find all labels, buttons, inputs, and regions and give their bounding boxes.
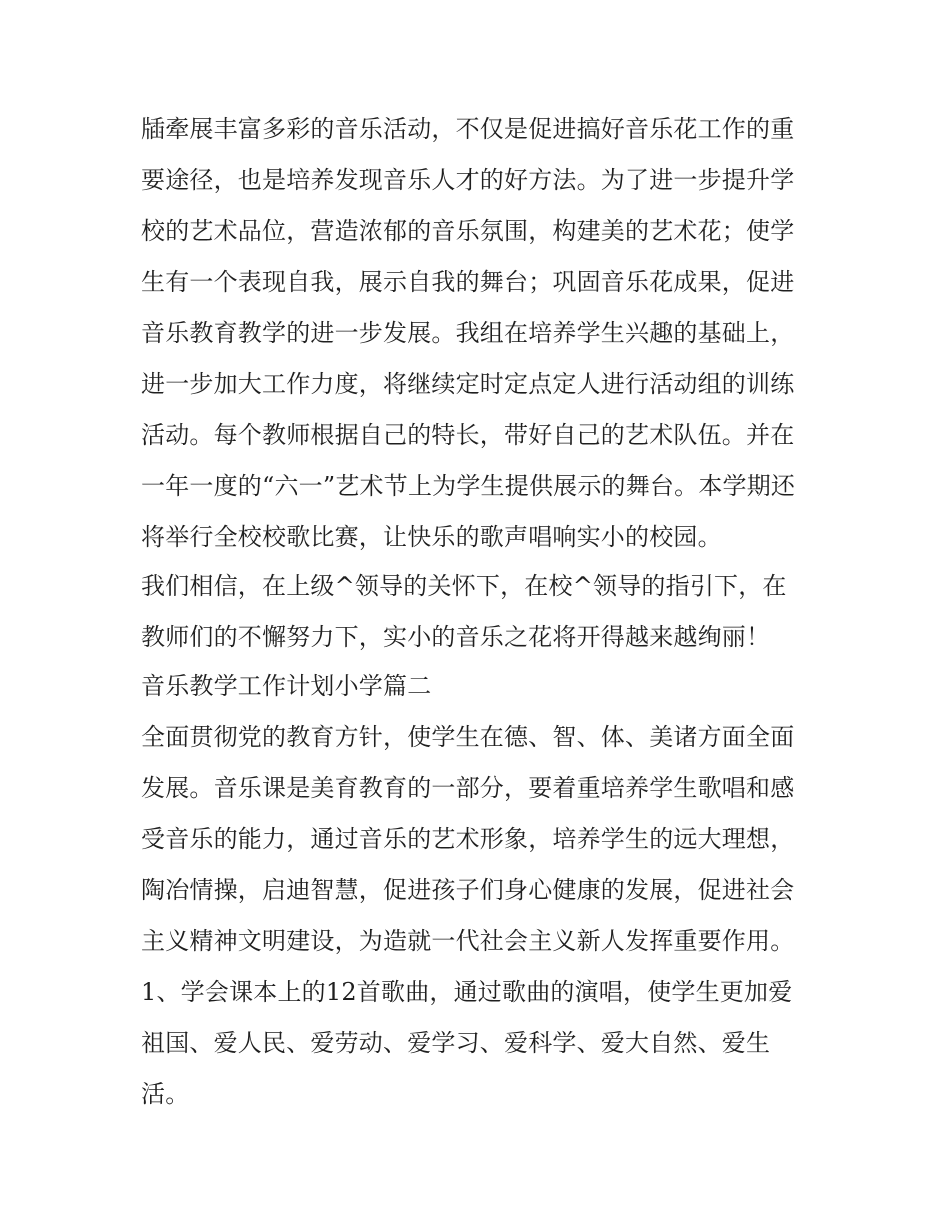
text-line-9: 将举行全校校歌比赛，让快乐的歌声唱响实小的校园。 [141, 523, 722, 551]
text-line-8: 一年一度的“六一”艺术节上为学生提供展示的舞台。本学期还 [141, 472, 796, 500]
text-line-10: 我们相信，在上级^领导的关怀下，在校^领导的指引下，在 [141, 572, 787, 600]
text-line-6: 进一步加大工作力度，将继续定时定点定人进行活动组的训练 [141, 370, 795, 398]
text-line-13: 全面贯彻党的教育方针，使学生在德、智、体、美诸方面全面 [141, 723, 795, 751]
text-line-7: 活动。每个教师根据自己的特长，带好自己的艺术队伍。并在 [141, 421, 795, 449]
text-line-14: 发展。音乐课是美育教育的一部分，要着重培养学生歌唱和感 [141, 774, 795, 802]
section-heading: 音乐教学工作计划小学篇二 [141, 672, 432, 700]
text-line-16: 陶冶情操，启迪智慧，促进孩子们身心健康的发展，促进社会 [141, 876, 795, 904]
text-line-11: 教师们的不懈努力下，实小的音乐之花将开得越来越绚丽！ [141, 623, 771, 651]
text-line-15: 受音乐的能力，通过音乐的艺术形象，培养学生的远大理想， [141, 825, 795, 853]
text-line-3: 校的艺术品位，营造浓郁的音乐氛围，构建美的艺术花；使学 [141, 217, 795, 245]
text-line-1: 牐牽展丰富多彩的音乐活动，不仅是促进搞好音乐花工作的重 [141, 115, 795, 143]
text-line-20: 活。 [141, 1080, 190, 1108]
text-line-19: 祖国、爱人民、爱劳动、爱学习、爱科学、爱大自然、爱生 [141, 1029, 771, 1057]
text-line-2: 要途径，也是培养发现音乐人才的好方法。为了进一步提升学 [141, 166, 795, 194]
text-line-17: 主义精神文明建设，为造就一代社会主义新人发挥重要作用。 [141, 927, 795, 955]
text-line-18: 1、学会课本上的12首歌曲，通过歌曲的演唱，使学生更加爱 [141, 978, 793, 1006]
text-line-5: 音乐教育教学的进一步发展。我组在培养学生兴趣的基础上， [141, 319, 795, 347]
text-line-4: 生有一个表现自我，展示自我的舞台；巩固音乐花成果，促进 [141, 268, 795, 296]
